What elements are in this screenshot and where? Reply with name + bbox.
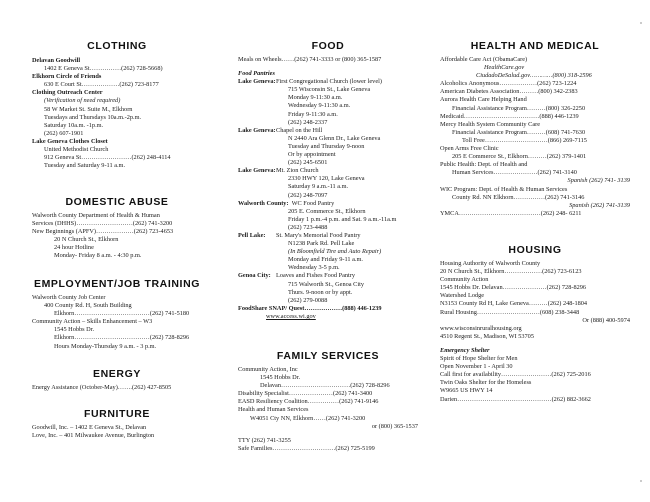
foodshare-line: FoodShare SNAP/ Quest………………(888) 446-1239 xyxy=(238,304,382,312)
listing-detail: Alcoholics Anonymous………………(262) 723-1224 xyxy=(440,80,577,88)
family-services-title: FAMILY SERVICES xyxy=(276,350,380,362)
listing-name: Public Health: Dept. of Health and xyxy=(440,161,528,169)
pantry-place: Pell Lake: xyxy=(238,231,266,239)
pantry-detail: N1238 Park Rd. Pell Lake xyxy=(288,240,355,248)
pantry-detail: 715 Walworth St., Genoa City xyxy=(288,280,364,288)
listing-detail: 630 E Court St………………(262) 723-8177 xyxy=(44,81,159,89)
listing-detail: County Rd. NN Elkhorn……………(262) 741-3146 xyxy=(452,193,585,201)
listing-detail: TTY (262) 741-3255 xyxy=(238,436,291,444)
energy-title: ENERGY xyxy=(93,368,141,380)
listing-name: Spirit of Hope Shelter for Men xyxy=(440,355,518,363)
listing-name: Affordable Care Act (ObamaCare) xyxy=(440,56,528,63)
pantry-detail: (262) 245-6501 xyxy=(288,159,328,167)
pantry-name: St. Mary's Memorial Food Pantry xyxy=(276,231,361,239)
meals-on-wheels: Meals on Wheels……(262) 741-3333 or (800) 365-1587 xyxy=(238,56,382,63)
furniture-section xyxy=(32,408,202,440)
pantry-detail: 2330 HWY 120, Lake Geneva xyxy=(288,175,365,183)
pantry-entry xyxy=(238,78,418,86)
employment-title: EMPLOYMENT/JOB TRAINING xyxy=(33,278,201,290)
listing-detail: Spanish (262) 741- 3139 xyxy=(567,177,630,185)
listing-name: Twin Oaks Shelter for the Homeless xyxy=(440,379,532,387)
listing-name: Community Action xyxy=(440,276,489,284)
listing-detail: (262) 607-1901 xyxy=(44,129,84,137)
listing-detail: Delavan……………………………(262) 728-8296 xyxy=(260,382,390,390)
food-section xyxy=(238,40,418,321)
listing-name: Open Arms Free Clinic xyxy=(440,145,499,153)
pantry-entry xyxy=(238,272,418,280)
listing-detail: or (800) 365-1537 xyxy=(371,422,418,430)
listing-detail: Call first for availability……………………(262) 725-2016 xyxy=(440,371,591,379)
listing-detail: 1545 Hobbs Dr. xyxy=(260,374,301,382)
domestic-abuse-title: DOMESTIC ABUSE xyxy=(65,196,169,208)
listing-name: Watershed Lodge xyxy=(440,292,485,300)
listing-name: WIC Program: Dept. of Health & Human Services xyxy=(440,185,568,193)
pantry-detail: Or by appointment xyxy=(288,151,336,159)
listing-detail: 20 N Church St., Elkhorn xyxy=(54,236,119,244)
listing-detail: W4051 Cty NN, Elkhorn……(262) 741-3200 xyxy=(250,414,366,422)
pantry-detail: Friday 1 p.m.-4 p.m. and Sat. 9 a.m.-11a.m xyxy=(288,215,397,223)
pantry-detail: N 2440 Ara Glenn Dr., Lake Geneva xyxy=(288,134,381,142)
food-pantries-heading: Food Pantries xyxy=(238,70,275,78)
listing-detail: 4510 Regent St., Madison, WI 53705 xyxy=(440,332,534,340)
listing-detail: 1545 Hobbs Dr. xyxy=(54,326,95,334)
listing-note: (Verification of need required) xyxy=(44,97,121,105)
furniture-title: FURNITURE xyxy=(83,408,151,420)
pantry-detail: Wednesday 3-5 p.m. xyxy=(288,264,340,272)
listing-name: Health and Human Services xyxy=(238,406,309,414)
pantry-detail: (262) 248-2337 xyxy=(288,118,328,126)
food-title: FOOD xyxy=(311,40,345,52)
listing-detail: Hours Monday-Thursday 9 a.m. - 3 p.m. xyxy=(54,342,157,350)
pantry-entry xyxy=(238,200,418,208)
listing-detail: Rural Housing…………………………(608) 238-3448 xyxy=(440,308,580,316)
pantry-place: Walworth County: xyxy=(238,199,289,207)
listing-detail: EASD Resiliency Coalition……………(262) 741-9146 xyxy=(238,398,379,406)
listing-detail: Elkhorn………………………………(262) 728-8296 xyxy=(54,334,190,342)
listing-name: Elkhorn Circle of Friends xyxy=(32,73,102,81)
listing-detail: Toll Free…………………………(866) 269-7115 xyxy=(462,136,587,144)
pantry-place: Lake Geneva: xyxy=(238,126,276,134)
family-services-section xyxy=(238,350,418,453)
pantry-detail: Monday and Friday 9-11 a.m. xyxy=(288,256,363,264)
listing-link: HealthCare.gov xyxy=(484,64,525,72)
energy-section xyxy=(32,368,202,392)
listing-detail: 1402 E Geneva St……………(262) 728-5668) xyxy=(44,65,163,73)
listing-name: Housing Authority of Walworth County xyxy=(440,260,541,267)
listing-name: Lake Geneva Clothes Closet xyxy=(32,137,108,145)
listing-detail: 205 E Commerce St., Elkhorn………(262) 379-1401 xyxy=(452,153,587,161)
pantry-place: Lake Geneva: xyxy=(238,78,276,86)
listing-detail: United Methodist Church xyxy=(44,146,109,154)
listing-detail: Tuesday and Saturday 9-11 a.m. xyxy=(44,162,126,170)
listing-name: Walworth County Department of Health & Human xyxy=(32,212,160,219)
pantry-detail: (262) 723-4488 xyxy=(288,223,328,231)
clothing-section xyxy=(32,40,202,170)
listing-detail: Goodwill, Inc. – 1402 E Geneva St., Delavan xyxy=(32,424,147,431)
pantry-detail: Saturday 9 a.m.-11 a.m. xyxy=(288,183,349,191)
listing-detail: Financial Assistance Program………(800) 326-2250 xyxy=(452,104,586,112)
listing-detail: Love, Inc. – 401 Milwaukee Avenue, Burlington xyxy=(32,432,155,440)
health-section xyxy=(440,40,630,218)
pantry-entry xyxy=(238,167,418,175)
listing-detail: Tuesdays and Thursdays 10a.m.-2p.m. xyxy=(44,113,142,121)
listing-detail: Elkhorn………………………………(262) 741-5180 xyxy=(54,310,190,318)
pantry-detail: 205 E. Commerce St., Elkhorn xyxy=(288,207,366,215)
health-title: HEALTH AND MEDICAL xyxy=(470,40,600,52)
pantry-name: WC Food Pantry xyxy=(291,199,335,207)
housing-section xyxy=(440,244,630,404)
listing-name: Aurora Health Care Helping Hand xyxy=(440,96,527,104)
listing-detail: YMCA…………………………………(262) 248- 6211 xyxy=(440,209,582,217)
pantry-detail: Tuesday and Thursday 9-noon xyxy=(288,142,365,150)
pantry-detail: 715 Wisconsin St., Lake Geneva xyxy=(288,86,371,94)
listing-detail: 58 W Market St. Suite M., Elkhorn xyxy=(44,105,133,113)
pantry-name: Loaves and Fishes Food Pantry xyxy=(276,272,356,280)
listing-detail: 20 N Church St., Elkhorn………………(262) 723-6123 xyxy=(440,268,582,276)
listing-detail: Human Services…………………(262) 741-3140 xyxy=(452,169,577,177)
listing-detail: Financial Assistance Program………(608) 741-7630 xyxy=(452,128,586,136)
pantry-detail: Wednesday 9-11:30 a.m. xyxy=(288,102,351,110)
listing-detail: 24 hour Hotline xyxy=(54,244,94,252)
listing-name: Walworth County Job Center xyxy=(32,294,106,301)
listing-detail: New Beginnings (APFV)………………(262) 723-4653 xyxy=(32,228,174,236)
housing-website[interactable]: www.wisconsinruralhousing.org xyxy=(440,324,522,332)
pantry-detail: Friday 9-11:30 a.m. xyxy=(288,110,338,118)
listing-detail: Energy Assistance (October-May)…….(262) 427-8505 xyxy=(32,384,172,391)
listing-detail: Saturday 10a.m. -1p.m. xyxy=(44,121,104,129)
listing-name: Community Action – Skills Enhancement – W3 xyxy=(32,318,153,326)
pantry-place: Lake Geneva: xyxy=(238,167,276,175)
pantry-place: Genoa City: xyxy=(238,272,271,280)
pantry-name: First Congregational Church (lower level) xyxy=(276,78,382,86)
listing-detail: Open November 1 - April 30 xyxy=(440,363,513,371)
scan-speck xyxy=(640,480,642,482)
listing-detail: American Diabetes Association………(800) 342-2383 xyxy=(440,88,578,96)
listing-detail: 400 County Rd. H, South Building xyxy=(44,302,132,310)
pantry-name: Chapel on the Hill xyxy=(276,126,323,134)
listing-detail: Spanish (262) 741-3139 xyxy=(569,201,630,209)
listing-detail: Darien………………………………………(262) 882-3662 xyxy=(440,395,591,403)
pantry-note: (In Bloomfield Tire and Auto Repair) xyxy=(288,248,382,256)
listing-name: Mercy Health System Community Care xyxy=(440,120,541,128)
listing-detail: N3153 County Rd H, Lake Geneva………(262) 248-1804 xyxy=(440,300,588,308)
pantry-name: Mt. Zion Church xyxy=(276,167,319,175)
clothing-title: CLOTHING xyxy=(87,40,147,52)
emergency-shelter-heading: Emergency Shelter xyxy=(440,346,490,354)
pantry-entry xyxy=(238,127,418,135)
pantry-entry xyxy=(238,232,418,240)
pantry-detail: Monday 9-11:30 a.m. xyxy=(288,94,343,102)
housing-title: HOUSING xyxy=(508,244,562,256)
listing-detail: 1545 Hobbs Dr. Delavan…………………(262) 728-8296 xyxy=(440,284,587,292)
listing-detail: Services (DHHS)………………………(262) 741-3200 xyxy=(32,220,173,228)
listing-detail: Medicaid………………………………(888) 446-1239 xyxy=(440,112,579,120)
listing-name: Clothing Outreach Center xyxy=(32,89,103,97)
pantry-detail: Thurs. 9-noon or by appt. xyxy=(288,288,353,296)
listing-detail: Safe Families…………………………(262) 725-5199 xyxy=(238,444,375,452)
listing-detail: 912 Geneva St……………………(262) 248-4114 xyxy=(44,154,171,162)
domestic-abuse-section xyxy=(32,196,202,261)
employment-section xyxy=(32,278,202,351)
pantry-detail: (262) 279-0088 xyxy=(288,296,328,304)
scan-speck xyxy=(640,22,642,24)
listing-name: Community Action, Inc xyxy=(238,366,298,373)
listing-detail: Monday- Friday 8 a.m. - 4:30 p.m. xyxy=(54,252,142,260)
listing-name: Delavan Goodwill xyxy=(32,57,81,64)
listing-detail: Disability Specialist…………………(262) 741-3400 xyxy=(238,390,373,398)
pantry-detail: (262) 248-7097 xyxy=(288,191,328,199)
listing-link: CiudadoDeSalud.gov…………(800) 318-2596 xyxy=(476,72,592,80)
foodshare-link[interactable]: www.access.wi.gov xyxy=(266,312,316,320)
listing-detail: Or (888) 400-5974 xyxy=(582,316,630,324)
listing-detail: W9665 US HWY 14 xyxy=(440,387,493,395)
